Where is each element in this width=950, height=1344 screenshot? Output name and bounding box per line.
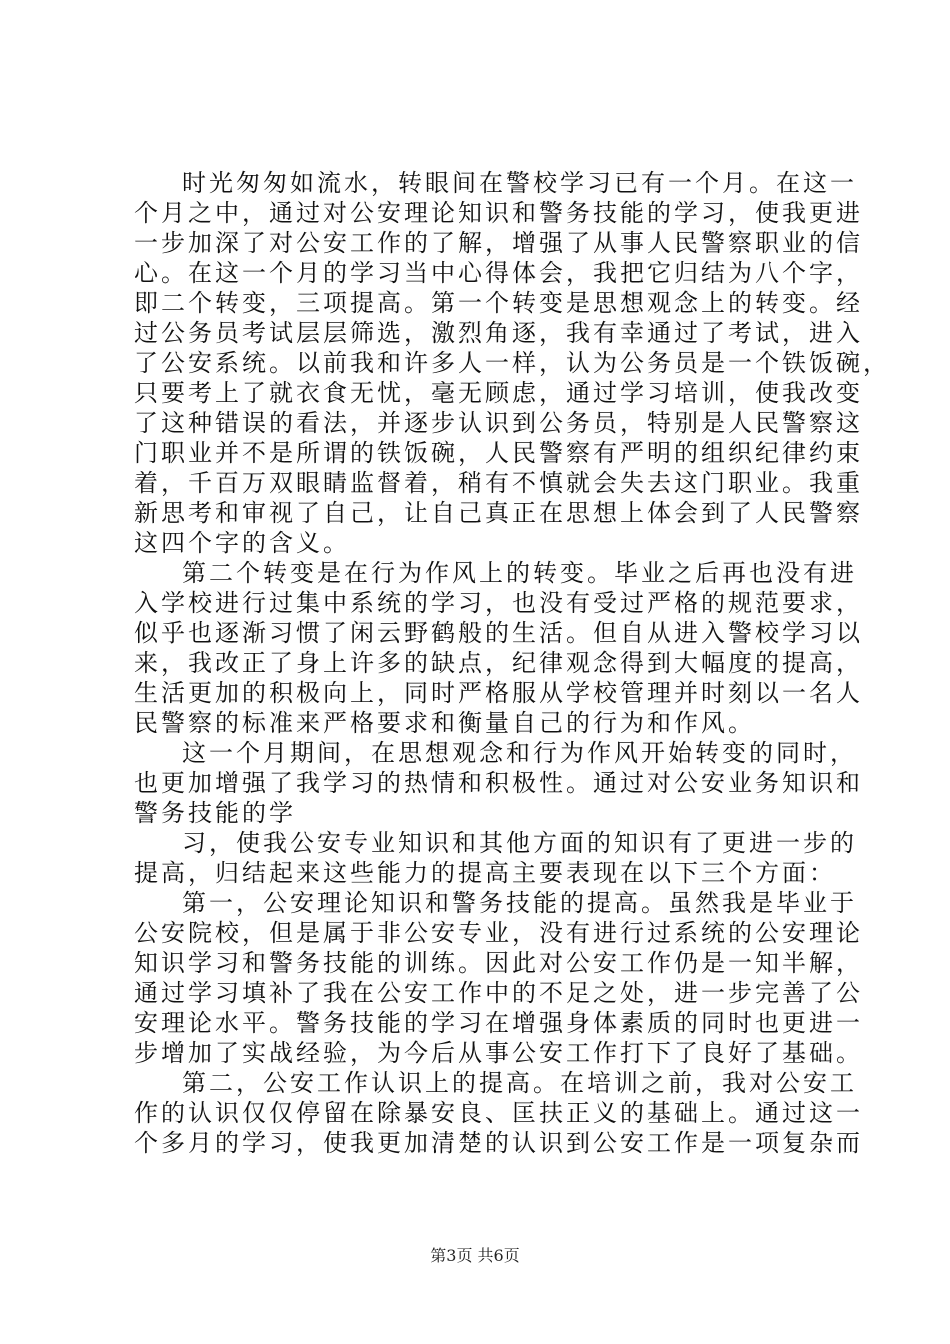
- text-line: 这一个月期间，在思想观念和行为作风开始转变的同时，: [182, 739, 857, 767]
- text-line: 似乎也逐渐习惯了闲云野鹤般的生活。但自从进入警校学习以: [134, 619, 863, 647]
- text-line: 通过学习填补了我在公安工作中的不足之处，进一步完善了公: [134, 979, 863, 1007]
- text-line: 也更加增强了我学习的热情和积极性。通过对公安业务知识和: [134, 769, 863, 797]
- text-line: 过公务员考试层层筛选，激烈角逐，我有幸通过了考试，进入: [134, 319, 863, 347]
- text-line: 入学校进行过集中系统的学习，也没有受过严格的规范要求，: [134, 589, 863, 617]
- document-body: [134, 168, 890, 1158]
- text-line: 着，千百万双眼睛监督着，稍有不慎就会失去这门职业。我重: [134, 469, 863, 497]
- text-line: 安理论水平。警务技能的学习在增强身体素质的同时也更进一: [134, 1009, 863, 1037]
- text-line: 警务技能的学: [134, 799, 296, 827]
- text-line: 门职业并不是所谓的铁饭碗，人民警察有严明的组织纪律约束: [134, 439, 863, 467]
- text-line: 提高，归结起来这些能力的提高主要表现在以下三个方面：: [134, 859, 836, 887]
- text-line: 习，使我公安专业知识和其他方面的知识有了更进一步的: [182, 829, 857, 857]
- text-line: 来，我改正了身上许多的缺点，纪律观念得到大幅度的提高，: [134, 649, 863, 677]
- text-line: 生活更加的积极向上，同时严格服从学校管理并时刻以一名人: [134, 679, 863, 707]
- text-line: 民警察的标准来严格要求和衡量自己的行为和作风。: [134, 709, 755, 737]
- text-line: 这四个字的含义。: [134, 529, 350, 557]
- text-line: 即二个转变，三项提高。第一个转变是思想观念上的转变。经: [134, 289, 863, 317]
- text-line: 步增加了实战经验，为今后从事公安工作打下了良好了基础。: [134, 1039, 863, 1067]
- text-line: 知识学习和警务技能的训练。因此对公安工作仍是一知半解，: [134, 949, 863, 977]
- text-line: 第二个转变是在行为作风上的转变。毕业之后再也没有进: [182, 559, 857, 587]
- text-line: 个多月的学习，使我更加清楚的认识到公安工作是一项复杂而: [134, 1129, 863, 1157]
- text-line: 第二，公安工作认识上的提高。在培训之前，我对公安工: [182, 1069, 857, 1097]
- text-line: 了公安系统。以前我和许多人一样，认为公务员是一个铁饭碗，: [134, 349, 890, 377]
- text-line: 一步加深了对公安工作的了解，增强了从事人民警察职业的信: [134, 229, 863, 257]
- text-line: 公安院校，但是属于非公安专业，没有进行过系统的公安理论: [134, 919, 863, 947]
- text-line: 心。在这一个月的学习当中心得体会，我把它归结为八个字，: [134, 259, 863, 287]
- text-line: 第一，公安理论知识和警务技能的提高。虽然我是毕业于: [182, 889, 857, 917]
- text-line: 作的认识仅仅停留在除暴安良、匡扶正义的基础上。通过这一: [134, 1099, 863, 1127]
- text-line: 个月之中，通过对公安理论知识和警务技能的学习，使我更进: [134, 199, 863, 227]
- text-line: 了这种错误的看法，并逐步认识到公务员，特别是人民警察这: [134, 409, 863, 437]
- text-line: 时光匆匆如流水，转眼间在警校学习已有一个月。在这一: [182, 169, 857, 197]
- text-line: 新思考和审视了自己，让自己真正在思想上体会到了人民警察: [134, 499, 863, 527]
- page-footer: 第3页 共6页: [430, 1246, 520, 1265]
- text-line: 只要考上了就衣食无忧，毫无顾虑，通过学习培训，使我改变: [134, 379, 863, 407]
